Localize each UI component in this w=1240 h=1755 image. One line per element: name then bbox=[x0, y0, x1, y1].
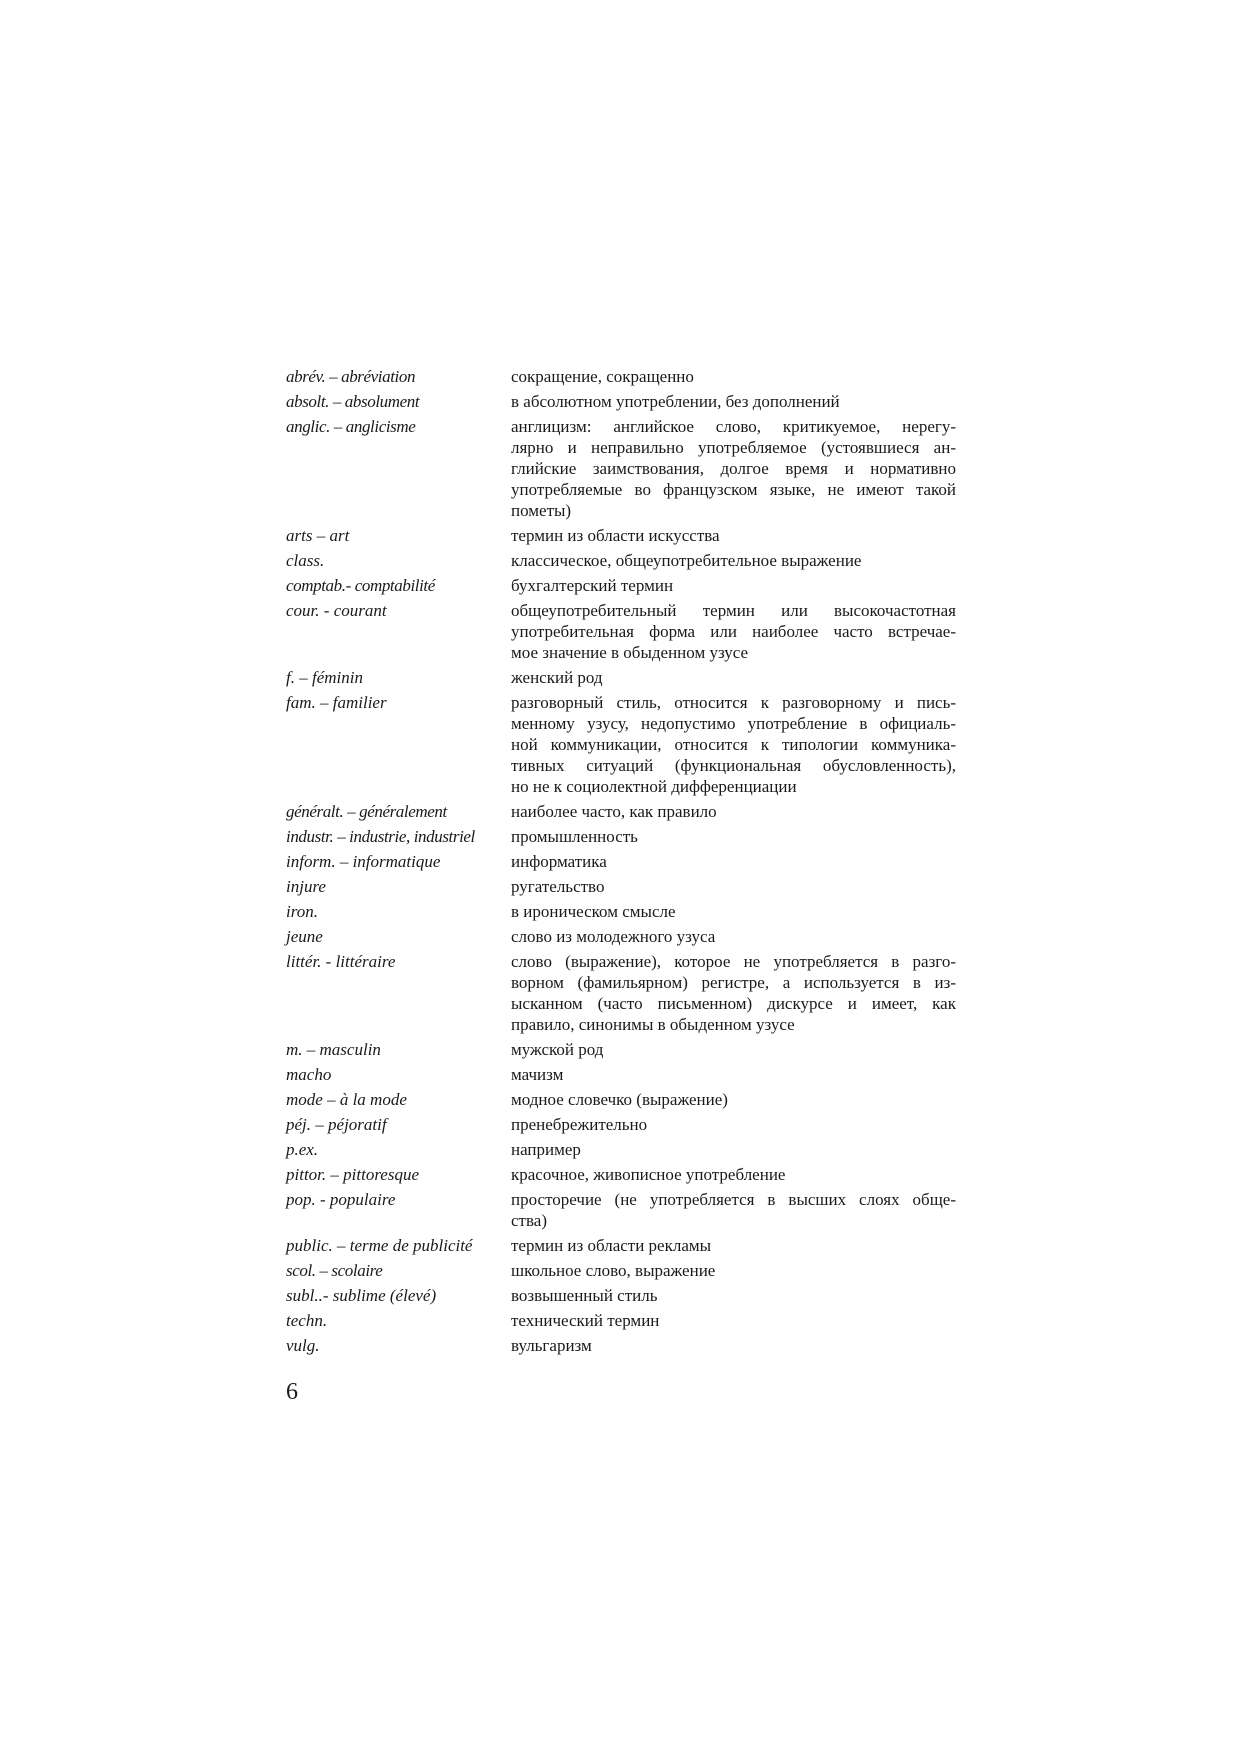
abbreviation-definition bbox=[511, 1235, 956, 1256]
definition-line: но не к социолектной дифференциации bbox=[511, 777, 797, 796]
definition-line: глийские заимствования, долгое время и нормативно bbox=[511, 459, 956, 478]
abbreviation-term: littér. - littéraire bbox=[286, 952, 396, 971]
abbreviation-definition bbox=[511, 826, 956, 847]
abbreviation-term: public. – terme de publicité bbox=[286, 1236, 473, 1255]
definition-line: например bbox=[511, 1140, 581, 1159]
abbreviation-entry bbox=[286, 391, 956, 412]
definition-line: мачизм bbox=[511, 1065, 564, 1084]
definition-line: тивных ситуаций (функциональная обусловленность), bbox=[511, 756, 956, 775]
abbreviation-entry bbox=[286, 1235, 956, 1256]
abbreviation-definition bbox=[511, 876, 956, 897]
abbreviation-entry bbox=[286, 1039, 956, 1060]
abbreviation-term: abrév. – abréviation bbox=[286, 367, 416, 386]
abbreviation-term: anglic. – anglicisme bbox=[286, 417, 416, 436]
abbreviation-entry bbox=[286, 575, 956, 596]
definition-line: слово (выражение), которое не употребляется в разго- bbox=[511, 952, 956, 971]
abbreviation-entry bbox=[286, 667, 956, 688]
abbreviation-definition bbox=[511, 1189, 956, 1231]
abbreviation-definition bbox=[511, 1335, 956, 1356]
abbreviation-definition bbox=[511, 416, 956, 521]
definition-line: ругательство bbox=[511, 877, 605, 896]
abbreviation-definition bbox=[511, 1114, 956, 1135]
abbreviation-definition bbox=[511, 366, 956, 387]
definition-line: ной коммуникации, относится к типологии коммуника- bbox=[511, 735, 956, 754]
definition-line: термин из области рекламы bbox=[511, 1236, 712, 1255]
abbreviation-entry bbox=[286, 692, 956, 797]
definition-line: слово из молодежного узуса bbox=[511, 927, 716, 946]
abbreviation-entry bbox=[286, 926, 956, 947]
definition-line: промышленность bbox=[511, 827, 638, 846]
abbreviation-term: mode – à la mode bbox=[286, 1090, 407, 1109]
definition-line: пренебрежительно bbox=[511, 1115, 648, 1134]
abbreviation-term: techn. bbox=[286, 1311, 328, 1330]
abbreviation-entry bbox=[286, 851, 956, 872]
abbreviation-term: scol. – scolaire bbox=[286, 1261, 383, 1280]
definition-line: сокращение, сокращенно bbox=[511, 367, 694, 386]
abbreviation-term: arts – art bbox=[286, 526, 350, 545]
definition-line: ворном (фамильярном) регистре, а используется в из- bbox=[511, 973, 956, 992]
abbreviation-definition bbox=[511, 1164, 956, 1185]
abbreviation-entry bbox=[286, 366, 956, 387]
abbreviation-term: class. bbox=[286, 551, 325, 570]
definition-line: технический термин bbox=[511, 1311, 660, 1330]
abbreviation-term: macho bbox=[286, 1065, 332, 1084]
abbreviation-term: jeune bbox=[286, 927, 323, 946]
abbreviation-term: m. – masculin bbox=[286, 1040, 381, 1059]
abbreviation-definition bbox=[511, 1260, 956, 1281]
abbreviation-term: f. – féminin bbox=[286, 668, 363, 687]
definition-line: употребительная форма или наиболее часто встречае- bbox=[511, 622, 956, 641]
abbreviation-entry bbox=[286, 826, 956, 847]
definition-line: лярно и неправильно употребляемое (устоявшиеся ан- bbox=[511, 438, 956, 457]
abbreviation-definition bbox=[511, 851, 956, 872]
abbreviation-entry bbox=[286, 951, 956, 1035]
abbreviation-entry bbox=[286, 876, 956, 897]
definition-line: мое значение в обыденном узусе bbox=[511, 643, 749, 662]
definition-line: правило, синонимы в обыденном узусе bbox=[511, 1015, 795, 1034]
abbreviation-definition bbox=[511, 692, 956, 797]
abbreviation-entry bbox=[286, 1114, 956, 1135]
abbreviation-term: injure bbox=[286, 877, 326, 896]
abbreviation-definition bbox=[511, 1139, 956, 1160]
abbreviation-definition bbox=[511, 391, 956, 412]
abbreviation-entry bbox=[286, 525, 956, 546]
page-number: 6 bbox=[286, 1379, 298, 1405]
abbreviation-definition bbox=[511, 550, 956, 571]
abbreviation-entry bbox=[286, 901, 956, 922]
abbreviation-entry bbox=[286, 1064, 956, 1085]
abbreviation-term: comptab.- comptabilité bbox=[286, 576, 435, 595]
abbreviation-definition bbox=[511, 600, 956, 663]
abbreviation-term: iron. bbox=[286, 902, 318, 921]
definition-line: возвышенный стиль bbox=[511, 1286, 658, 1305]
definition-line: модное словечко (выражение) bbox=[511, 1090, 728, 1109]
abbreviation-definition bbox=[511, 575, 956, 596]
abbreviation-entry bbox=[286, 1335, 956, 1356]
definition-line: менному узусу, недопустимо употребление в официаль- bbox=[511, 714, 956, 733]
abbreviation-term: industr. – industrie, industriel bbox=[286, 827, 475, 846]
definition-line: ства) bbox=[511, 1211, 547, 1230]
abbreviation-definition bbox=[511, 1310, 956, 1331]
abbreviation-definition bbox=[511, 901, 956, 922]
abbreviation-entry bbox=[286, 1139, 956, 1160]
definition-line: англицизм: английское слово, критикуемое, нерегу- bbox=[511, 417, 956, 436]
abbreviation-term: pop. - populaire bbox=[286, 1190, 396, 1209]
abbreviation-definition bbox=[511, 926, 956, 947]
abbreviation-term: subl..- sublime (élevé) bbox=[286, 1286, 437, 1305]
abbreviation-definition bbox=[511, 525, 956, 546]
abbreviation-entry bbox=[286, 1164, 956, 1185]
definition-line: мужской род bbox=[511, 1040, 604, 1059]
definition-line: красочное, живописное употребление bbox=[511, 1165, 786, 1184]
definition-line: вульгаризм bbox=[511, 1336, 592, 1355]
definition-line: школьное слово, выражение bbox=[511, 1261, 716, 1280]
definition-line: общеупотребительный термин или высокочастотная bbox=[511, 601, 956, 620]
definition-line: в ироническом смысле bbox=[511, 902, 676, 921]
definition-line: разговорный стиль, относится к разговорному и пись- bbox=[511, 693, 956, 712]
abbreviation-list bbox=[286, 366, 956, 1360]
definition-line: наиболее часто, как правило bbox=[511, 802, 717, 821]
abbreviation-definition bbox=[511, 1064, 956, 1085]
abbreviation-entry bbox=[286, 1189, 956, 1231]
abbreviation-entry bbox=[286, 600, 956, 663]
abbreviation-definition bbox=[511, 1285, 956, 1306]
abbreviation-term: fam. – familier bbox=[286, 693, 387, 712]
abbreviation-entry bbox=[286, 550, 956, 571]
abbreviation-definition bbox=[511, 1039, 956, 1060]
definition-line: просторечие (не употребляется в высших слоях обще- bbox=[511, 1190, 956, 1209]
abbreviation-entry bbox=[286, 1260, 956, 1281]
abbreviation-term: p.ex. bbox=[286, 1140, 319, 1159]
abbreviation-definition bbox=[511, 1089, 956, 1110]
definition-line: классическое, общеупотребительное выражение bbox=[511, 551, 862, 570]
abbreviation-definition bbox=[511, 951, 956, 1035]
abbreviation-term: pittor. – pittoresque bbox=[286, 1165, 420, 1184]
abbreviation-entry bbox=[286, 1285, 956, 1306]
abbreviation-term: cour. - courant bbox=[286, 601, 387, 620]
abbreviation-definition bbox=[511, 801, 956, 822]
abbreviation-term: péj. – péjoratif bbox=[286, 1115, 387, 1134]
definition-line: ысканном (часто письменном) дискурсе и имеет, как bbox=[511, 994, 956, 1013]
abbreviation-definition bbox=[511, 667, 956, 688]
definition-line: женский род bbox=[511, 668, 603, 687]
abbreviation-term: absolt. – absolument bbox=[286, 392, 420, 411]
definition-line: употребляемые во французском языке, не имеют такой bbox=[511, 480, 956, 499]
definition-line: информатика bbox=[511, 852, 607, 871]
abbreviation-entry bbox=[286, 1089, 956, 1110]
abbreviation-entry bbox=[286, 801, 956, 822]
abbreviation-entry bbox=[286, 416, 956, 521]
abbreviation-term: généralt. – généralement bbox=[286, 802, 447, 821]
definition-line: термин из области искусства bbox=[511, 526, 720, 545]
definition-line: в абсолютном употреблении, без дополнений bbox=[511, 392, 840, 411]
definition-line: бухгалтерский термин bbox=[511, 576, 674, 595]
definition-line: пометы) bbox=[511, 501, 572, 520]
abbreviation-term: inform. – informatique bbox=[286, 852, 441, 871]
abbreviation-entry bbox=[286, 1310, 956, 1331]
abbreviation-term: vulg. bbox=[286, 1336, 320, 1355]
